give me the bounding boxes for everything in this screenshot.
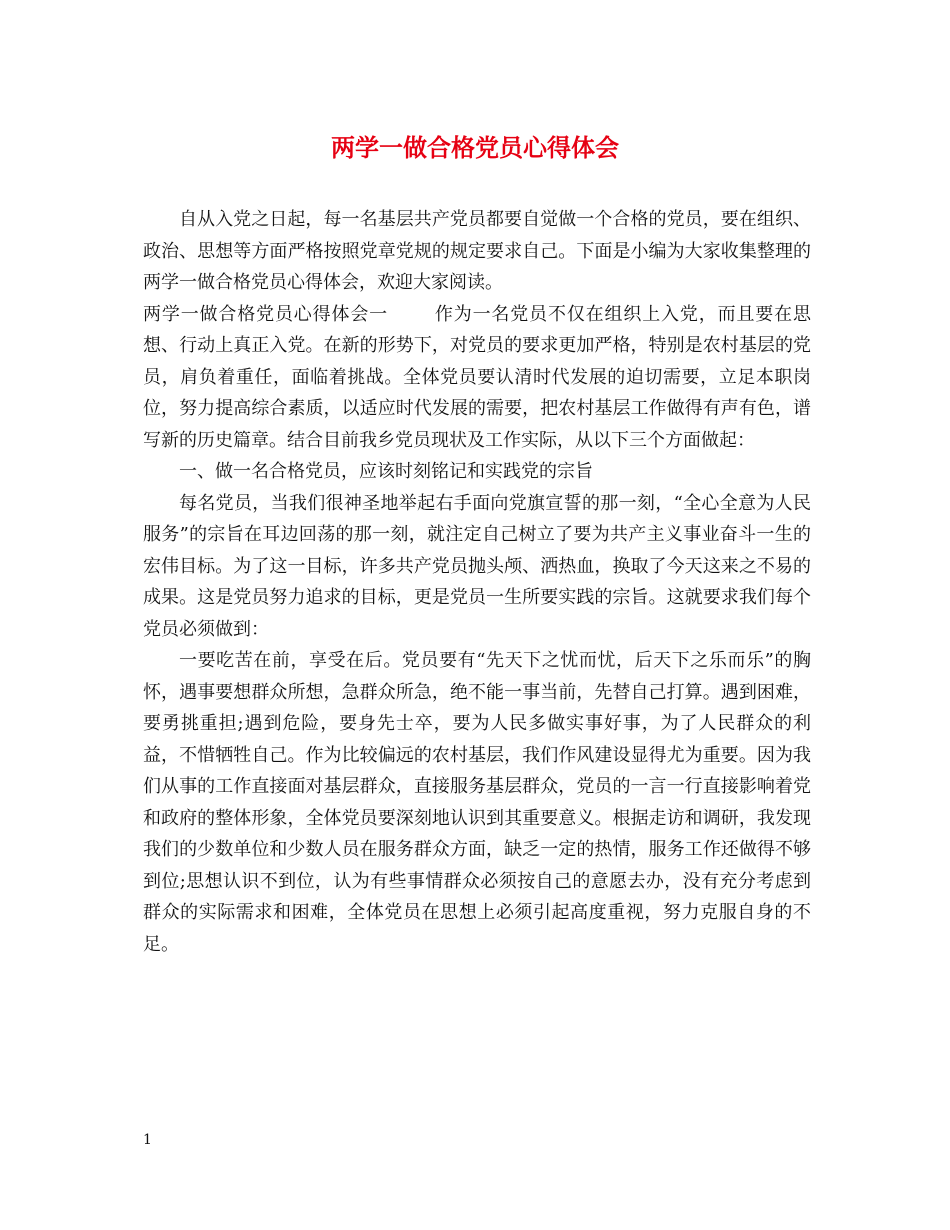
section-first-paragraph-text: 作为一名党员不仅在组织上入党，而且要在思想、行动上真正入党。在新的形势下，对党员的要求更加严格，特别是农村基层的党员，肩负着重任，面临着挑战。全体党员要认清时代发展的迫切需要，立足本职岗位，努力提高综合素质，以适应时代发展的需要，把农村基层工作做得有声有色，谱写新的历史篇章。结合目前我乡党员现状及工作实际，从以下三个方面做起：: [143, 303, 811, 451]
heading-one: 一、做一名合格党员，应该时刻铭记和实践党的宗旨: [179, 461, 593, 482]
page-number: 1: [143, 1132, 152, 1148]
section-one-paragraph: [143, 299, 811, 457]
intro-paragraph: 自从入党之日起，每一名基层共产党员都要自觉做一个合格的党员，要在组织、政治、思想等方面严格按照党章党规的规定要求自己。下面是小编为大家收集整理的两学一做合格党员心得体会，欢迎大家阅读。: [143, 209, 811, 293]
paragraph-two: 每名党员，当我们很神圣地举起右手面向党旗宣誓的那一刻，“全心全意为人民服务”的宗旨在耳边回荡的那一刻，就注定自己树立了要为共产主义事业奋斗一生的宏伟目标。为了这一目标，许多共产党员抛头颅、洒热血，换取了今天这来之不易的成果。这是党员努力追求的目标，更是党员一生所要实践的宗旨。这就要求我们每个党员必须做到：: [143, 492, 811, 640]
document-body: [143, 204, 811, 960]
document-title: 两学一做合格党员心得体会: [331, 133, 619, 162]
paragraph-three: 一要吃苦在前，享受在后。党员要有“先天下之忧而忧，后天下之乐而乐”的胸怀，遇事要想群众所想，急群众所急，绝不能一事当前，先替自己打算。遇到困难，要勇挑重担;遇到危险，要身先士卒，要为人民多做实事好事，为了人民群众的利益，不惜牺牲自己。作为比较偏远的农村基层，我们作风建设显得尤为重要。因为我们从事的工作直接面对基层群众，直接服务基层群众，党员的一言一行直接影响着党和政府的整体形象，全体党员要深刻地认识到其重要意义。根据走访和调研，我发现我们的少数单位和少数人员在服务群众方面，缺乏一定的热情，服务工作还做得不够到位;思想认识不到位，认为有些事情群众必须按自己的意愿去办，没有充分考虑到群众的实际需求和困难，全体党员在思想上必须引起高度重视，努力克服自身的不足。: [143, 650, 811, 955]
section-title: 两学一做合格党员心得体会一: [143, 303, 389, 325]
